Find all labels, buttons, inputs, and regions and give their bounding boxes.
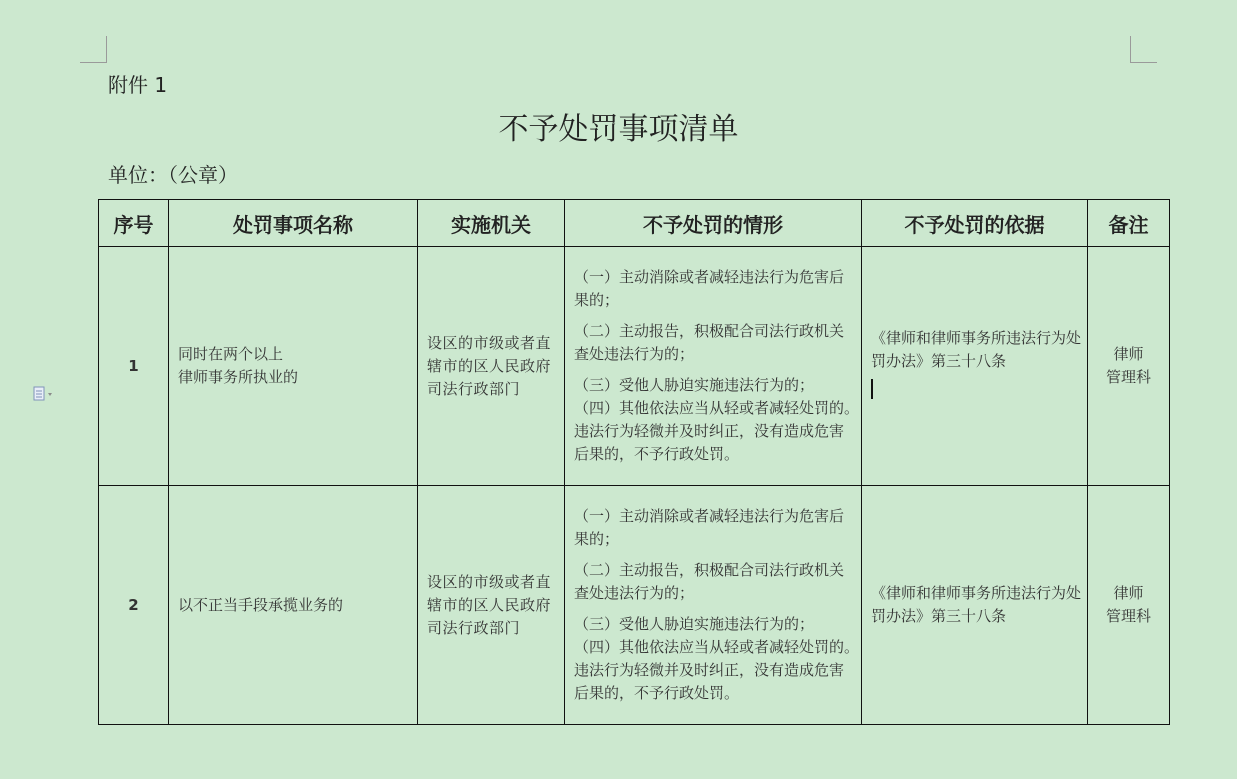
remarks-line: 管理科 [1105,368,1151,386]
item-name-line: 律师事务所执业的 [178,368,299,386]
text-cursor [871,379,873,399]
remarks-line: 管理科 [1105,607,1151,625]
page-corner-top-left-icon [80,36,107,63]
document-title: 不予处罚事项清单 [498,112,739,147]
cell-remarks [1088,486,1170,725]
situation-item: （四）其他依法应当从轻或者减轻处罚的。 违法行为轻微并及时纠正，没有造成危害后果的，不予行政处罚。 [574,399,867,463]
cell-serial-number: 1 [99,247,169,486]
remarks-line: 律师 [1113,345,1144,363]
cell-exemption-situations [565,486,867,725]
item-name-line: 同时在两个以上 [178,345,284,363]
remarks-line: 律师 [1113,584,1144,602]
penalty-exemption-table [98,199,1170,725]
header-remarks: 备注 [1088,200,1170,247]
item-name-line: 以不正当手段承揽业务的 [178,595,344,614]
situation-item: （二）主动报告，积极配合司法行政机关查处违法行为的； [574,322,845,363]
header-exemption-basis: 不予处罚的依据 [862,200,1088,247]
table-header-row [99,200,1170,247]
cell-exemption-basis[interactable] [862,486,1088,725]
cell-exemption-situations [565,247,867,486]
basis-text: 《律师和律师事务所违法行为处罚办法》第三十八条 [871,584,1082,625]
table-row [99,247,1170,486]
cell-serial-number: 2 [99,486,169,725]
situation-item: （三）受他人胁迫实施违法行为的； [574,376,815,394]
situation-item: （三）受他人胁迫实施违法行为的； [574,615,815,633]
page-corner-top-right-icon [1130,36,1157,63]
header-implementing-organ: 实施机关 [418,200,565,247]
header-serial-number: 序号 [99,200,169,247]
situation-item: （二）主动报告，积极配合司法行政机关查处违法行为的； [574,561,845,602]
cell-exemption-basis[interactable] [862,247,1088,486]
paste-options-icon[interactable] [33,386,57,402]
unit-seal-line: 单位：（公章） [108,163,238,187]
cell-item-name [169,486,418,725]
table-row [99,486,1170,725]
situation-item: （一）主动消除或者减轻违法行为危害后果的； [574,507,845,548]
situation-item: （四）其他依法应当从轻或者减轻处罚的。 违法行为轻微并及时纠正，没有造成危害后果的，不予行政处罚。 [574,638,867,702]
situation-item: （一）主动消除或者减轻违法行为危害后果的； [574,268,845,309]
basis-text: 《律师和律师事务所违法行为处罚办法》第三十八条 [871,328,1082,370]
cell-implementing-organ: 设区的市级或者直辖市的区人民政府司法行政部门 [418,486,565,725]
attachment-label: 附件 1 [108,73,168,97]
cell-implementing-organ: 设区的市级或者直辖市的区人民政府司法行政部门 [418,247,565,486]
cell-item-name [169,247,418,486]
header-item-name: 处罚事项名称 [169,200,418,247]
cell-remarks [1088,247,1170,486]
header-exemption-situations: 不予处罚的情形 [565,200,862,247]
